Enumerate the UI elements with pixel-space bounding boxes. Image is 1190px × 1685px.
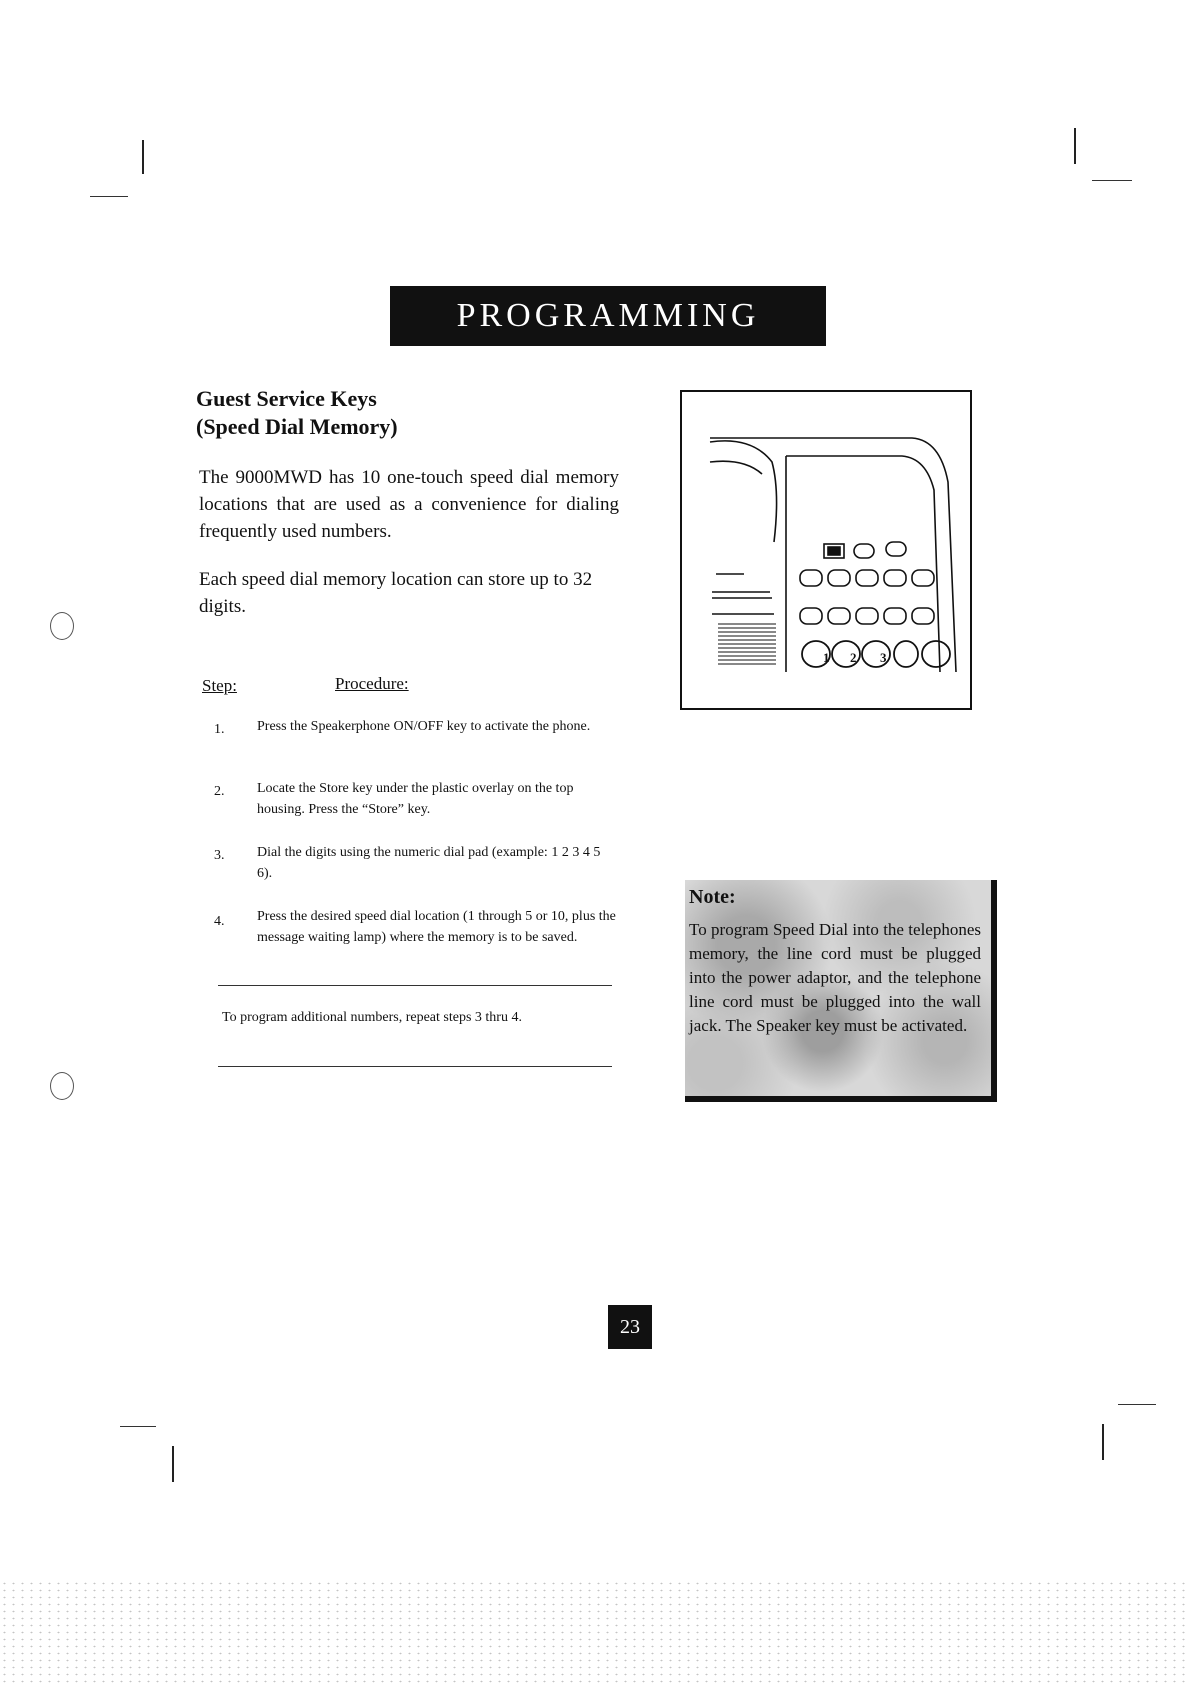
step-text-4: Press the desired speed dial location (1 through 5 or 10, plus the message waiting lamp) where the memory is to be saved. [257, 909, 616, 945]
step-text-2: Locate the Store key under the plastic overlay on the top housing. Press the “Store” key. [257, 781, 574, 817]
divider-top [218, 985, 612, 986]
step-number-2: 2. [214, 784, 225, 799]
section-heading-line1: Guest Service Keys [196, 386, 377, 411]
crop-mark-bottom-left-h [120, 1426, 156, 1427]
intro-paragraph: The 9000MWD has 10 one-touch speed dial memory locations that are used as a convenience for dialing frequently used numbers. [199, 467, 619, 542]
procedure-column-header: Procedure: [335, 674, 409, 693]
keypad-label-2: 2 [850, 650, 857, 665]
crop-mark-bottom-right [1102, 1424, 1104, 1460]
scan-noise [0, 1580, 1190, 1685]
punch-hole-upper [50, 612, 74, 640]
page-title: PROGRAMMING [456, 297, 760, 334]
page-title-banner [390, 286, 826, 346]
section-heading-line2: (Speed Dial Memory) [196, 414, 398, 439]
phone-illustration [680, 390, 972, 710]
page-number: 23 [620, 1315, 640, 1338]
step-number-1: 1. [214, 722, 225, 737]
crop-mark-top-right-h [1092, 180, 1132, 181]
divider-bottom [218, 1066, 612, 1067]
step-text-3: Dial the digits using the numeric dial pad (example: 1 2 3 4 5 6). [257, 845, 601, 881]
page-number-badge [608, 1305, 652, 1349]
note-text: To program Speed Dial into the telephones memory, the line cord must be plugged into the power adaptor, and the telephone line cord must be plugged into the wall jack. The Speaker key must be activated. [689, 920, 981, 1035]
step-number-4: 4. [214, 914, 225, 929]
step-column-header: Step: [202, 676, 237, 695]
crop-mark-top-right [1074, 128, 1076, 164]
repeat-steps-note: To program additional numbers, repeat steps 3 thru 4. [222, 1010, 522, 1025]
punch-hole-lower [50, 1072, 74, 1100]
step-text-1: Press the Speakerphone ON/OFF key to activate the phone. [257, 719, 591, 734]
crop-mark-bottom-right-h [1118, 1404, 1156, 1405]
step-number-3: 3. [214, 848, 225, 863]
keypad-label-3: 3 [880, 650, 887, 665]
crop-mark-top-left-h [90, 196, 128, 197]
crop-mark-bottom-left [172, 1446, 174, 1482]
crop-mark-top-left [142, 140, 144, 174]
keypad-label-1: 1 [823, 650, 830, 665]
capacity-paragraph: Each speed dial memory location can store up to 32 digits. [199, 569, 593, 617]
note-box [685, 880, 997, 1102]
note-title: Note: [689, 886, 736, 908]
